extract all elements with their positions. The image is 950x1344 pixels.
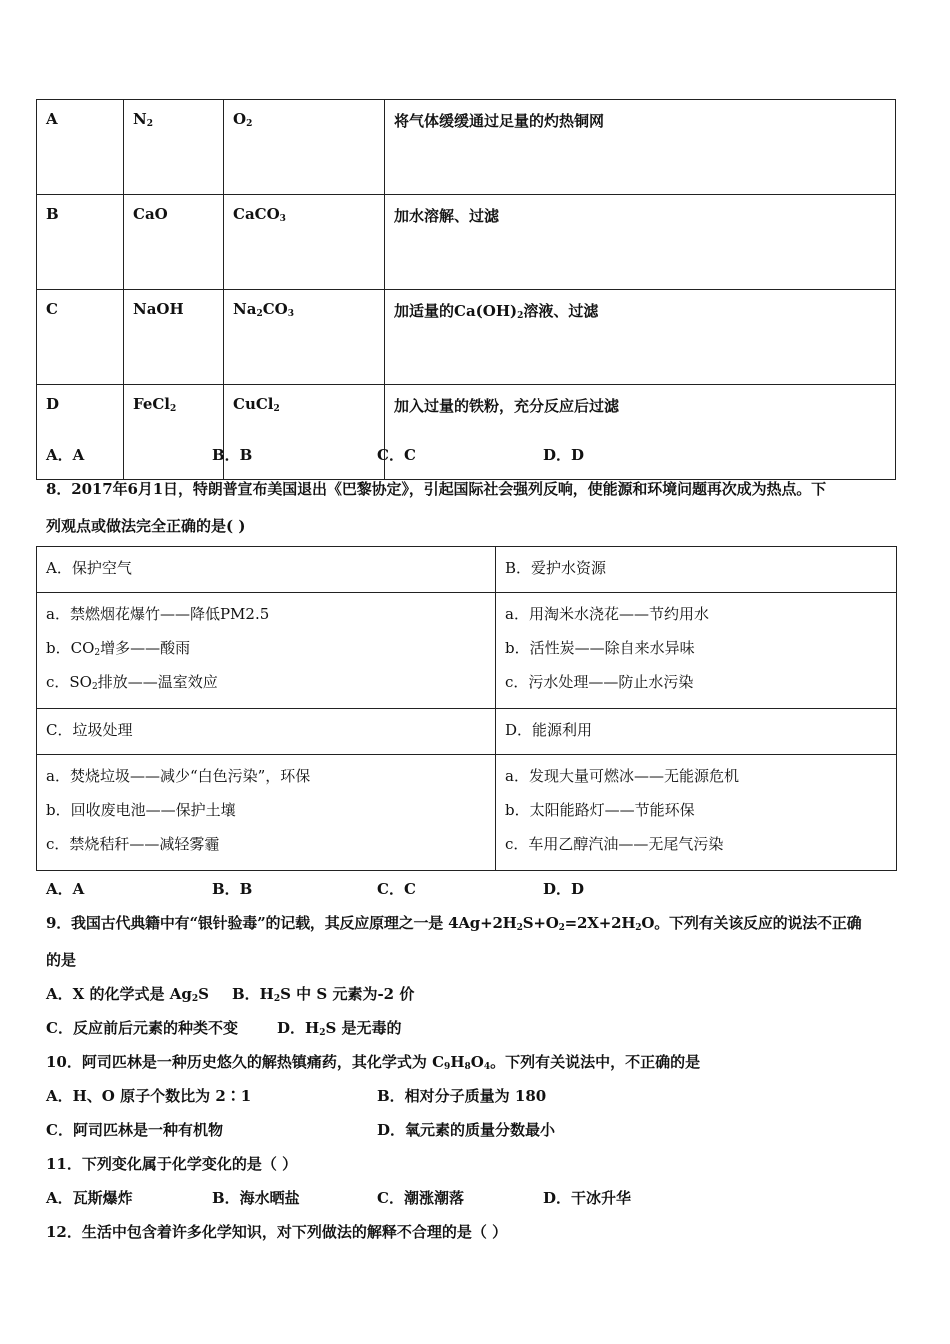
option-d: D．氧元素的质量分数最小 [377,1121,556,1139]
option-a: A．H、O 原子个数比为 2∶1 [46,1087,252,1105]
substance-cell: FeCl$_2$ [124,385,224,480]
option-b: B．B [212,880,253,898]
option-b: B．B [212,446,253,464]
table-row [37,100,896,195]
table-row [37,755,897,871]
option-a: A．瓦斯爆炸 [46,1189,133,1207]
option-d: D．D [543,446,585,464]
viewpoint-table [36,546,897,871]
option-d: D．干冰升华 [543,1189,632,1207]
impurity-cell: CuCl$_2$ [224,385,385,480]
impurity-cell: CaCO$_3$ [224,195,385,290]
table-row [37,385,896,480]
method-cell: 加适量的$Ca(OH)_2$溶液、过滤 [385,290,896,385]
option-b: B．海水晒盐 [212,1189,300,1207]
option-a: A．A [46,446,85,464]
option-c: C．C [377,880,416,898]
substance-cell: CaO [124,195,224,290]
option-c: C．反应前后元素的种类不变 [46,1019,238,1037]
option-b: B．相对分子质量为 180 [377,1087,547,1105]
cell-body-c [37,755,496,871]
method-cell: 加水溶解、过滤 [385,195,896,290]
list-item: c．$SO_2$排放——温室效应 [46,673,218,692]
table-row [37,195,896,290]
cell-title-b: B．爱护水资源 [496,547,897,593]
option-d: D．D [543,880,585,898]
method-cell: 将气体缓缓通过足量的灼热铜网 [385,100,896,195]
table-row [37,290,896,385]
row-label: C [37,290,124,385]
list-item: c．污水处理——防止水污染 [505,673,694,691]
list-item: a．焚烧垃圾——减少“白色污染”，环保 [46,767,311,785]
row-label: D [37,385,124,480]
option-c: C．阿司匹林是一种有机物 [46,1121,223,1139]
method-cell: 加入过量的铁粉，充分反应后过滤 [385,385,896,480]
list-item: b．太阳能路灯——节能环保 [505,801,695,819]
cell-body-b [496,593,897,709]
list-item: b．回收废电池——保护土壤 [46,801,236,819]
option-a: A．A [46,880,85,898]
table-row [37,709,897,755]
table-row [37,593,897,709]
question-8-line1: 8．2017年6月1日，特朗普宣布美国退出《巴黎协定》，引起国际社会强列反响，使能源和环境问题再次成为热点。下 [46,480,827,498]
question-9-line2: 的是 [46,951,77,969]
question-12-line: 12．生活中包含着许多化学知识，对下列做法的解释不合理的是（ ） [46,1223,508,1241]
question-8-line2: 列观点或做法完全正确的是( ) [46,517,246,535]
separation-table [36,99,896,480]
impurity-cell: $O_2$ [224,100,385,195]
cell-title-d: D．能源利用 [496,709,897,755]
list-item: a．用淘米水浇花——节约用水 [505,605,709,623]
list-item: b．$CO_2$增多——酸雨 [46,639,191,658]
option-b: B．$H_2S$ 中 S 元素为-2 价 [232,985,415,1004]
cell-title-a: A．保护空气 [37,547,496,593]
list-item: c．禁烧秸秆——减轻雾霾 [46,835,220,853]
impurity-cell: $Na_2CO_3$ [224,290,385,385]
option-c: C．C [377,446,416,464]
option-d: D．$H_2S$ 是无毒的 [277,1019,402,1038]
cell-body-a [37,593,496,709]
question-10-line: 10．阿司匹林是一种历史悠久的解热镇痛药，其化学式为 $C_9H_8O_4$。下列有关说法中，不正确的是 [46,1053,701,1072]
option-a: A．X 的化学式是 $Ag_2S$ [46,985,209,1004]
question-9-line1: 9．我国古代典籍中有“银针验毒”的记载，其反应原理之一是 $4Ag+2H_2S+O_2=2X+2H_2O$。下列有关该反应的说法不正确 [46,914,862,933]
list-item: a．发现大量可燃冰——无能源危机 [505,767,739,785]
list-item: b．活性炭——除自来水异味 [505,639,695,657]
question-11-line: 11．下列变化属于化学变化的是（ ） [46,1155,298,1173]
table-row [37,547,897,593]
row-label: B [37,195,124,290]
substance-cell: $N_2$ [124,100,224,195]
list-item: c．车用乙醇汽油——无尾气污染 [505,835,724,853]
cell-title-c: C．垃圾处理 [37,709,496,755]
row-label: A [37,100,124,195]
list-item: a．禁燃烟花爆竹——降低PM2.5 [46,605,270,623]
cell-body-d [496,755,897,871]
option-c: C．潮涨潮落 [377,1189,464,1207]
substance-cell: NaOH [124,290,224,385]
